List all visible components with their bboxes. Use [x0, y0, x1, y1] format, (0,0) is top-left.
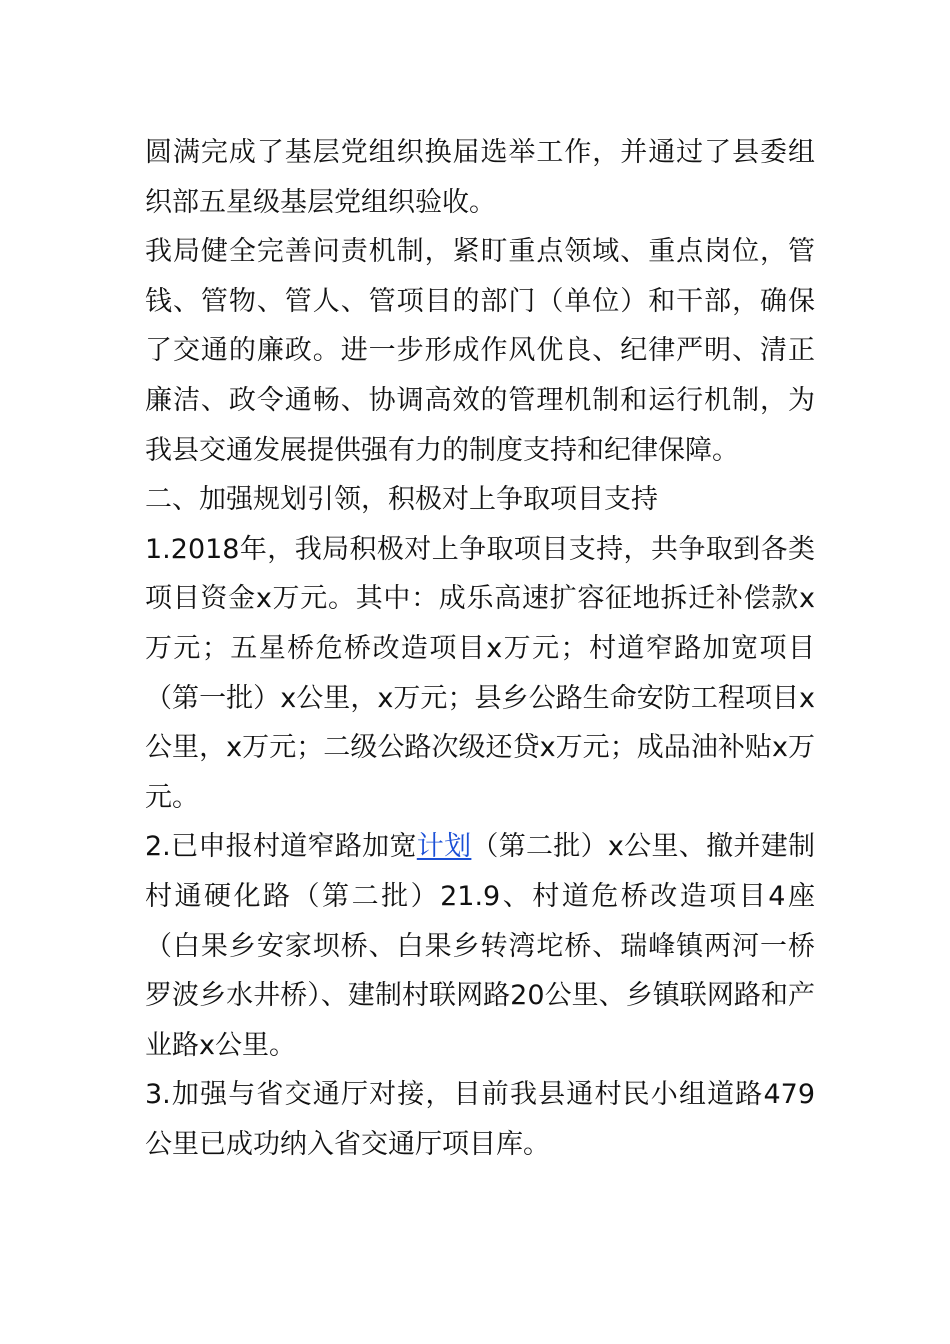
paragraph-item-1-funding: 1.2018年，我局积极对上争取项目支持，共争取到各类项目资金x万元。其中：成乐高速扩容征地拆迁补偿款x万元；五星桥危桥改造项目x万元；村道窄路加宽项目（第一批）x公里，x万元；县乡公路生命安防工程项目x公里，x万元；二级公路次级还贷x万元；成品油补贴x万元。: [145, 533, 815, 813]
paragraph-item-2-applications: [145, 822, 815, 1070]
paragraph-party-election: 圆满完成了基层党组织换届选举工作，并通过了县委组织部五星级基层党组织验收。: [145, 137, 815, 218]
item-2-text-before: 2.已申报村道窄路加宽: [145, 831, 417, 863]
section-heading-planning: 二、加强规划引领，积极对上争取项目支持: [145, 484, 658, 516]
paragraph-accountability: 我局健全完善问责机制，紧盯重点领域、重点岗位，管钱、管物、管人、管项目的部门（单位）和干部，确保了交通的廉政。进一步形成作风优良、纪律严明、清正廉洁、政令通畅、协调高效的管理机制和运行机制，为我县交通发展提供强有力的制度支持和纪律保障。: [145, 236, 815, 466]
document-body: [145, 128, 815, 1169]
item-2-text-after: （第二批）x公里、撤并建制村通硬化路（第二批）21.9、村道危桥改造项目4座（白果乡安家坝桥、白果乡转湾坨桥、瑞峰镇两河一桥罗波乡水井桥）、建制村联网路20公里、乡镇联网路和产业路x公里。: [145, 831, 815, 1061]
paragraph-item-3-roads: 3.加强与省交通厅对接，目前我县通村民小组道路479公里已成功纳入省交通厅项目库。: [145, 1079, 815, 1160]
plan-link[interactable]: 计划: [416, 831, 472, 863]
